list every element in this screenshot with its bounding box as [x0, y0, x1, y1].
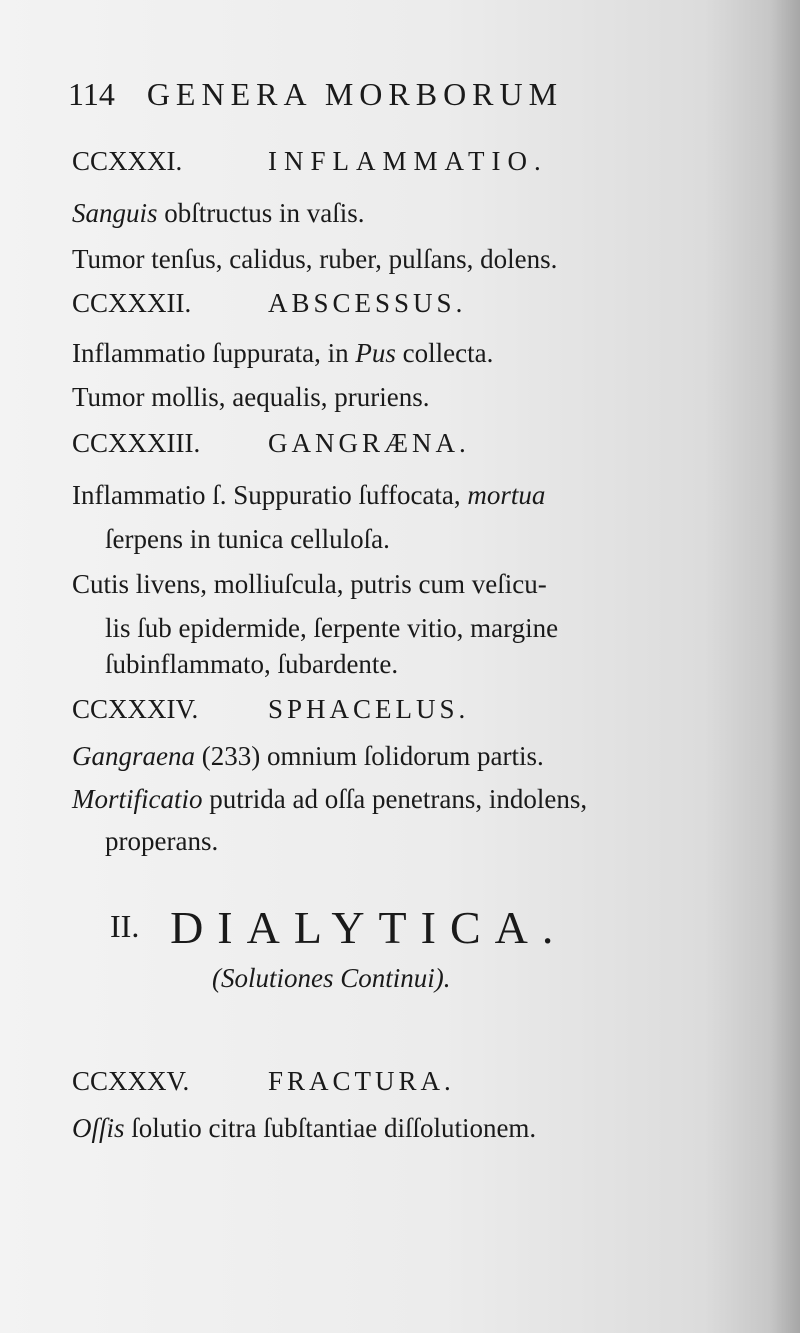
entry-number: CCXXXII. — [72, 288, 192, 318]
section-title: DIALYTICA. — [170, 902, 568, 953]
entry-title: INFLAMMATIO. — [268, 146, 548, 176]
section-number: II. — [110, 908, 140, 944]
section-subtitle: (Solutiones Continui). — [212, 963, 451, 993]
entry-line: Inflammatio ſ. Suppuratio ſuffocata, mortua — [72, 480, 546, 510]
entry-title: ABSCESSUS. — [268, 288, 467, 318]
entry-number: CCXXXIV. — [72, 694, 199, 724]
entry-line: Oſſis ſolutio citra ſubſtantiae diſſolutionem. — [72, 1113, 537, 1143]
entry-line: Cutis livens, molliuſcula, putris cum veſicu- — [72, 569, 547, 599]
entry-title: FRACTURA. — [268, 1066, 455, 1096]
entry-line: lis ſub epidermide, ſerpente vitio, margine — [105, 613, 559, 643]
entry-line: Inflammatio ſuppurata, in Pus collecta. — [72, 338, 494, 368]
entry-line: Gangraena (233) omnium ſolidorum partis. — [72, 741, 544, 771]
running-head — [68, 78, 563, 110]
entry-title: GANGRÆNA. — [268, 428, 470, 458]
entry-number: CCXXXI. — [72, 146, 183, 176]
section-heading — [110, 902, 568, 953]
entry-number: CCXXXIII. — [72, 428, 201, 458]
entry-heading — [72, 288, 467, 318]
entry-line: ſubinflammato, ſubardente. — [105, 649, 399, 679]
entry-line: ſerpens in tunica celluloſa. — [105, 524, 390, 554]
entry-title: SPHACELUS. — [268, 694, 470, 724]
page-number: 114 — [68, 76, 115, 112]
entry-line: Tumor mollis, aequalis, pruriens. — [72, 382, 430, 412]
entry-heading — [72, 1066, 455, 1096]
entry-line: properans. — [105, 826, 219, 856]
running-title: GENERA MORBORUM — [146, 76, 564, 112]
entry-line: Mortificatio putrida ad oſſa penetrans, indolens, — [72, 784, 588, 814]
entry-line: Tumor tenſus, calidus, ruber, pulſans, dolens. — [72, 244, 558, 274]
entry-heading — [72, 428, 470, 458]
entry-line: Sanguis obſtructus in vaſis. — [72, 198, 365, 228]
entry-heading — [72, 694, 470, 724]
entry-number: CCXXXV. — [72, 1066, 190, 1096]
entry-heading — [72, 146, 548, 176]
